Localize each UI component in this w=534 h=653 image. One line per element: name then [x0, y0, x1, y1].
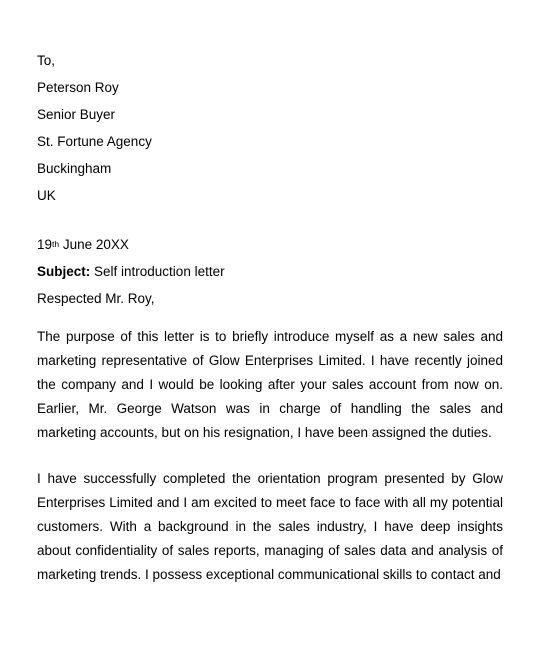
subject-line: [37, 264, 225, 280]
paragraph-2-text: I have successfully completed the orientation program presented by Glow Enterprises Limited and I am excited to meet face to face with all my potential customers. With a background in the sales industry, I have deep insights about confidentiality of sales reports, managing of sales data and analysis of marketing trends. I possess exceptional communicational skills to contact and: [37, 471, 503, 582]
paragraph-1-text: The purpose of this letter is to briefly introduce myself as a new sales and marketing representative of Glow Enterprises Limited. I have recently joined the company and I would be looking after your sales account from now on. Earlier, Mr. George Watson was in charge of handling the sales and marketing accounts, but on his resignation, I have been assigned the duties.: [37, 329, 503, 440]
recipient-company: St. Fortune Agency: [37, 134, 152, 149]
date-rest: June 20XX: [59, 237, 129, 252]
recipient-city: Buckingham: [37, 161, 112, 176]
paragraph-1: [37, 325, 503, 445]
date-suffix: th: [52, 239, 60, 249]
date-day: 19: [37, 237, 53, 252]
to-label: To,: [37, 53, 56, 68]
recipient-title: Senior Buyer: [37, 107, 116, 122]
paragraph-2: [37, 467, 503, 587]
subject-text: Self introduction letter: [90, 264, 225, 279]
salutation: Respected Mr. Roy,: [37, 291, 155, 306]
recipient-country: UK: [37, 188, 56, 203]
recipient-name: Peterson Roy: [37, 80, 119, 95]
subject-label: Subject:: [37, 264, 91, 279]
letter-date: [37, 237, 129, 253]
